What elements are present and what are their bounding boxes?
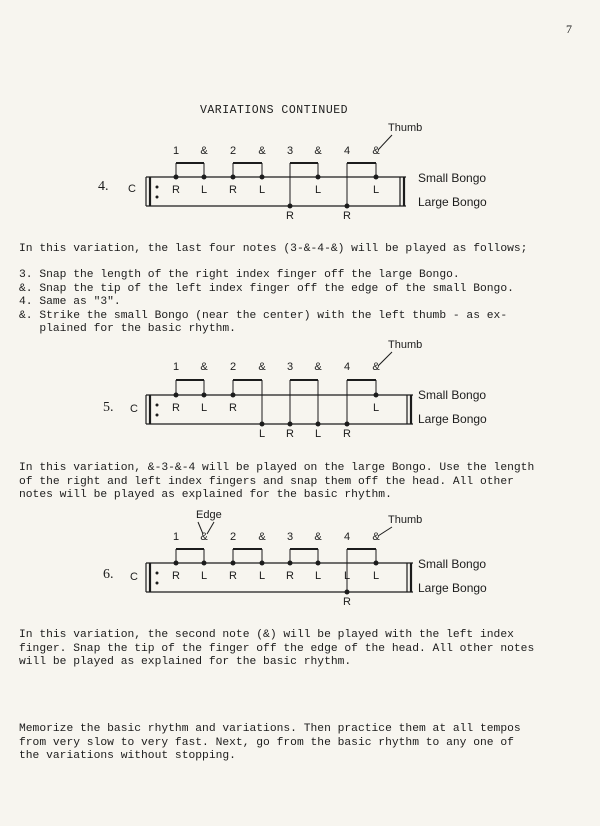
count-and-4: & bbox=[372, 145, 380, 157]
letter: L bbox=[200, 184, 208, 196]
hand-letters-bottom bbox=[343, 596, 351, 608]
thumb-label: Thumb bbox=[388, 514, 423, 526]
edge-label: Edge bbox=[196, 509, 222, 521]
letter: L bbox=[372, 184, 380, 196]
svg-text:3: 3 bbox=[286, 361, 294, 373]
svg-text:R: R bbox=[343, 596, 351, 608]
svg-text:L: L bbox=[314, 570, 322, 582]
svg-text:4: 4 bbox=[343, 531, 351, 543]
closing-paragraph: Memorize the basic rhythm and variations. Then practice them at all tempos from very slow to very fast. Next, go from the basic rhythm to any one of the variations without stopping. bbox=[19, 723, 521, 762]
thumb-pointer bbox=[378, 527, 392, 536]
page-number: 7 bbox=[566, 22, 572, 36]
svg-text:2: 2 bbox=[229, 531, 237, 543]
letter: R bbox=[229, 184, 237, 196]
variation-5-number: 5. bbox=[103, 400, 114, 415]
letter: R bbox=[343, 210, 351, 222]
letter: R bbox=[286, 210, 294, 222]
svg-text:R: R bbox=[172, 570, 180, 582]
svg-text:&: & bbox=[200, 361, 208, 373]
letter: R bbox=[172, 184, 180, 196]
svg-text:L: L bbox=[372, 402, 380, 414]
svg-text:L: L bbox=[200, 402, 208, 414]
svg-text:&: & bbox=[372, 361, 380, 373]
hand-letters-top bbox=[172, 570, 379, 582]
large-bongo-label: Large Bongo bbox=[418, 581, 487, 595]
svg-text:2: 2 bbox=[229, 361, 237, 373]
svg-text:R: R bbox=[343, 428, 351, 440]
svg-text:R: R bbox=[172, 402, 180, 414]
small-bongo-label: Small Bongo bbox=[418, 388, 487, 402]
svg-text:&: & bbox=[314, 531, 322, 543]
letter: L bbox=[258, 184, 266, 196]
variation-4-number: 4. bbox=[98, 179, 109, 194]
svg-text:&: & bbox=[200, 531, 208, 543]
variation-4-description: In this variation, the last four notes (3-&-4-&) will be played as follows; bbox=[19, 243, 528, 255]
svg-text:L: L bbox=[372, 570, 380, 582]
thumb-label: Thumb bbox=[388, 122, 423, 134]
svg-text:1: 1 bbox=[172, 361, 180, 373]
page-title: VARIATIONS CONTINUED bbox=[200, 104, 349, 117]
svg-text:&: & bbox=[258, 531, 266, 543]
svg-text:3: 3 bbox=[286, 531, 294, 543]
small-bongo-label: Small Bongo bbox=[418, 557, 487, 571]
count-and-2: & bbox=[258, 145, 266, 157]
variation-6-counts bbox=[173, 531, 380, 543]
svg-text:L: L bbox=[314, 428, 322, 440]
count-2: 2 bbox=[229, 145, 237, 157]
edge-pointer-right bbox=[207, 522, 214, 534]
svg-text:L: L bbox=[258, 570, 266, 582]
variation-6-description: In this variation, the second note (&) will be played with the left index finger. Snap the tip of the finger off the edge of the head. All other notes will be played as explained for the basic rhythm. bbox=[19, 629, 535, 668]
svg-text:R: R bbox=[286, 570, 294, 582]
svg-text:R: R bbox=[286, 428, 294, 440]
svg-text:L: L bbox=[200, 570, 208, 582]
count-1: 1 bbox=[172, 145, 180, 157]
svg-text:4: 4 bbox=[343, 361, 351, 373]
large-bongo-label: Large Bongo bbox=[418, 412, 487, 426]
small-bongo-label: Small Bongo bbox=[418, 171, 487, 185]
count-4: 4 bbox=[343, 145, 351, 157]
count-and-3: & bbox=[314, 145, 322, 157]
svg-text:1: 1 bbox=[172, 531, 180, 543]
svg-text:R: R bbox=[229, 570, 237, 582]
variation-6-number: 6. bbox=[103, 567, 114, 582]
letter: L bbox=[314, 184, 322, 196]
svg-text:L: L bbox=[343, 570, 351, 582]
clef-c: C bbox=[130, 571, 138, 583]
variation-4-steps: 3. Snap the length of the right index finger off the large Bongo. &. Snap the tip of the left index finger off the edge of the small Bongo. 4. Same as "3". &. Strike the small Bongo (near the center) with the left thumb - as ex- plained for the basic rhythm. bbox=[19, 269, 514, 335]
thumb-label: Thumb bbox=[388, 339, 423, 351]
svg-text:&: & bbox=[314, 361, 322, 373]
svg-text:&: & bbox=[258, 361, 266, 373]
large-bongo-label: Large Bongo bbox=[418, 195, 487, 209]
svg-text:L: L bbox=[258, 428, 266, 440]
count-3: 3 bbox=[286, 145, 294, 157]
svg-text:R: R bbox=[229, 402, 237, 414]
clef-c: C bbox=[128, 183, 136, 195]
variation-5-description: In this variation, &-3-&-4 will be played on the large Bongo. Use the length of the right and left index fingers and snap them off the head. All other notes will be played as explained for the basic rhythm. bbox=[19, 462, 535, 501]
svg-text:&: & bbox=[372, 531, 380, 543]
clef-c: C bbox=[130, 403, 138, 415]
count-and-1: & bbox=[200, 145, 208, 157]
